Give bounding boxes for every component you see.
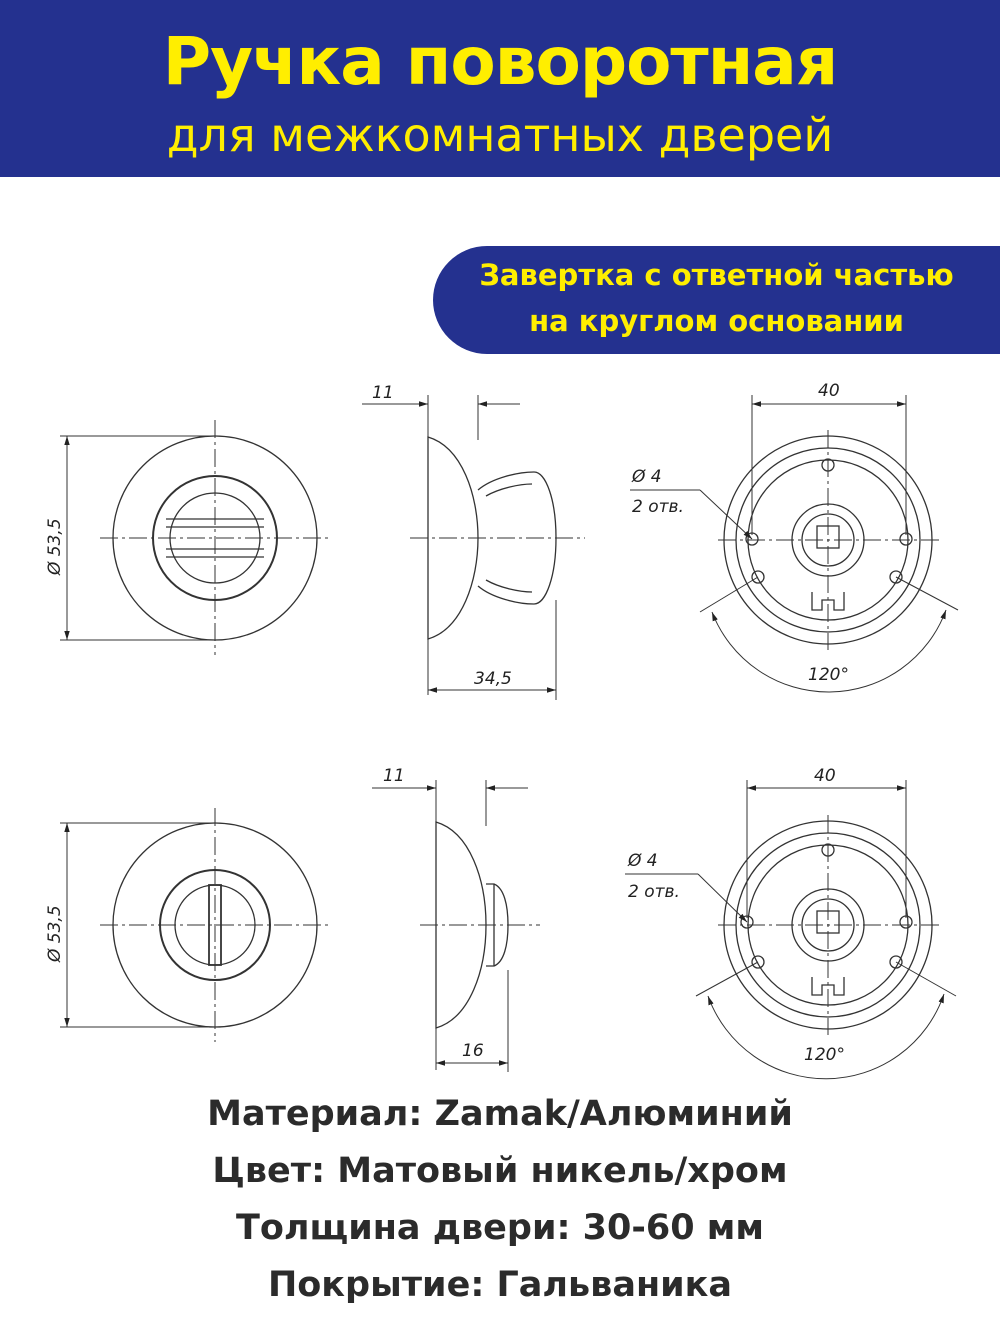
dim-holes-count-bottom: 2 отв. bbox=[628, 882, 680, 902]
spec-color: Цвет: Матовый никель/хром bbox=[212, 1151, 788, 1191]
dim-hole-bottom: Ø 4 bbox=[628, 851, 658, 871]
dim-plate-depth-top: 11 bbox=[372, 383, 394, 403]
variant-badge-text bbox=[433, 252, 1000, 344]
header-banner bbox=[0, 0, 1000, 177]
spec-coating: Покрытие: Гальваника bbox=[267, 1265, 733, 1305]
side-view-handle bbox=[362, 395, 585, 700]
dim-diameter-top: Ø 53,5 bbox=[45, 518, 65, 575]
back-view-handle bbox=[630, 395, 958, 692]
front-view-latch bbox=[60, 808, 330, 1042]
dim-holes-count-top: 2 отв. bbox=[632, 497, 684, 517]
dim-width-bottom: 40 bbox=[814, 766, 836, 786]
dim-width-top: 40 bbox=[818, 381, 840, 401]
dim-diameter-bottom: Ø 53,5 bbox=[45, 905, 65, 962]
dim-angle-bottom: 120° bbox=[804, 1045, 845, 1065]
variant-badge-line1: Завертка с ответной частью bbox=[479, 258, 954, 292]
side-view-latch bbox=[372, 780, 540, 1072]
dim-total-depth-top: 34,5 bbox=[474, 669, 512, 689]
spec-door-thickness: Толщина двери: 30-60 мм bbox=[235, 1208, 764, 1248]
spec-material: Материал: Zamak/Алюминий bbox=[207, 1094, 793, 1134]
dim-angle-top: 120° bbox=[808, 665, 849, 685]
dim-hole-top: Ø 4 bbox=[632, 467, 662, 487]
technical-drawing bbox=[0, 360, 1000, 1090]
variant-badge-line2: на круглом основании bbox=[529, 304, 904, 338]
dim-total-depth-bottom: 16 bbox=[462, 1041, 484, 1061]
back-view-latch bbox=[625, 780, 956, 1079]
front-view-handle bbox=[60, 420, 330, 655]
dim-plate-depth-bottom: 11 bbox=[383, 766, 405, 786]
page-title: Ручка поворотная bbox=[162, 23, 838, 100]
page-subtitle: для межкомнатных дверей bbox=[166, 108, 834, 162]
